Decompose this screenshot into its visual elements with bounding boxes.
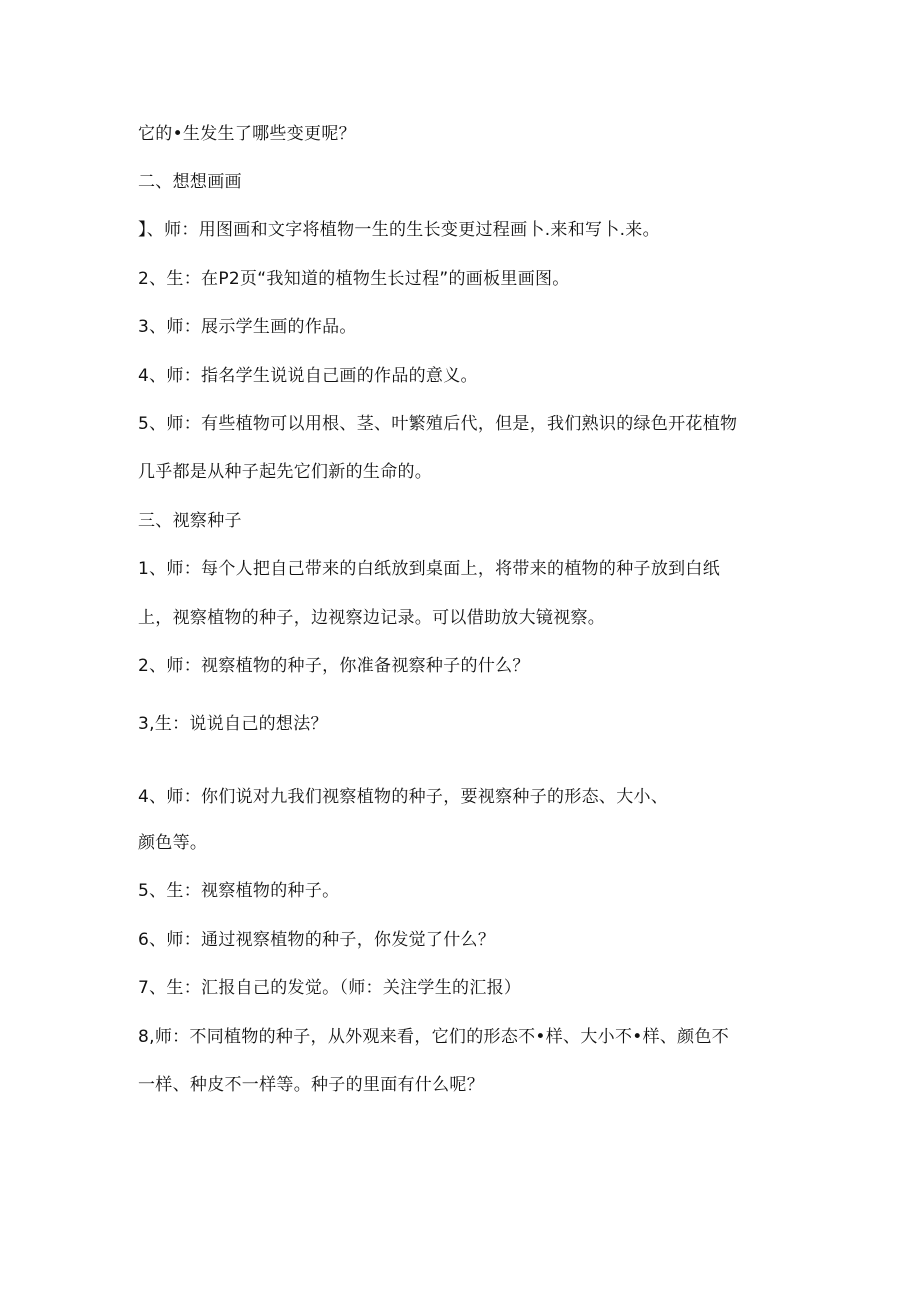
text-line-10: 1、师：每个人把自己带来的白纸放到桌面上，将带来的植物的种子放到白纸 xyxy=(138,559,721,579)
text-line-17: 6、师：通过视察植物的种子，你发觉了什么？ xyxy=(138,930,496,950)
text-line-12: 2、师：视察植物的种子，你准备视察种子的什么？ xyxy=(138,656,530,676)
text-line-13: 3,生：说说自己的想法？ xyxy=(138,714,328,734)
text-line-11: 上，视察植物的种子，边视察边记录。可以借助放大镜视察。 xyxy=(138,608,606,628)
text-line-1: 它的•生发生了哪些变更呢？ xyxy=(138,124,356,144)
text-line-14: 4、师：你们说对九我们视察植物的种子，要视察种子的形态、大小、 xyxy=(138,787,669,807)
section-heading-3: 三、视察种子 xyxy=(138,511,242,531)
text-line-3: 】、师：用图画和文字将植物一生的生长变更过程画卜.来和写卜.来。 xyxy=(138,220,660,240)
text-line-20: 一样、种皮不一样等。种子的里面有什么呢？ xyxy=(138,1075,484,1095)
text-line-15: 颜色等。 xyxy=(138,833,208,853)
text-line-5: 3、师：展示学生画的作品。 xyxy=(138,317,357,337)
text-line-4: 2、生：在P2页“我知道的植物生长过程”的画板里画图。 xyxy=(138,269,570,289)
text-line-19: 8,师：不同植物的种子，从外观来看，它们的形态不•样、大小不•样、颜色不 xyxy=(138,1027,730,1047)
text-line-16: 5、生：视察植物的种子。 xyxy=(138,881,340,901)
text-line-6: 4、师：指名学生说说自己画的作品的意义。 xyxy=(138,366,478,386)
section-heading-2: 二、想想画画 xyxy=(138,172,242,192)
text-line-7: 5、师：有些植物可以用根、茎、叶繁殖后代，但是，我们熟识的绿色开花植物 xyxy=(138,414,738,434)
text-line-18: 7、生：汇报自己的发觉。（师：关注学生的汇报） xyxy=(138,978,522,998)
text-line-8: 几乎都是从种子起先它们新的生命的。 xyxy=(138,462,433,482)
